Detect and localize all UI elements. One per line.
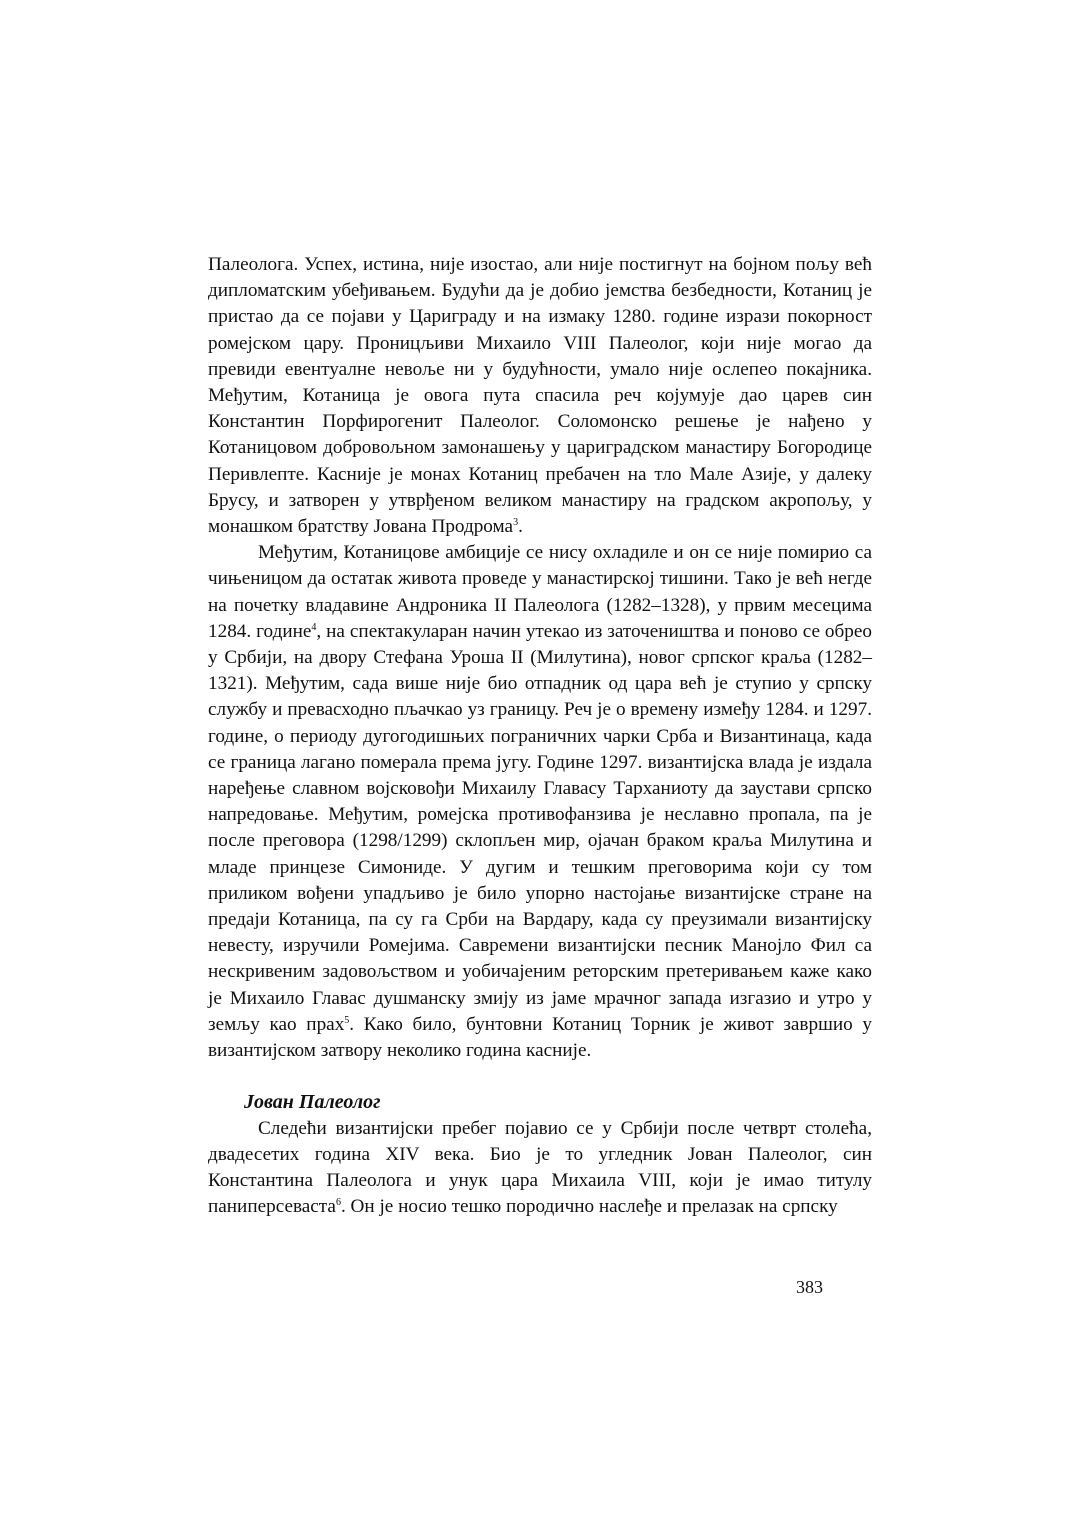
paragraph-3-text-a: Следећи византијски пребег појавио се у Србији после четврт столећа, двадесетих година XIV века. Био је то угледник Јован Палеолог, син Константина Палеолога и унук цара Михаила VIII, који је имао титулу паниперсеваста [208, 1117, 872, 1218]
paragraph-2-text-b: , на спектакуларан начин утекао из заточеништва и поново се обрео у Србији, на двору Стефана Уроша II (Милутина), новог српског краља (1282–1321). Међутим, сада више није био отпадник од цара већ је ступио у српску службу и превасходно пљачкао уз границу. Реч је о времену између 1284. и 1297. године, о периоду дугогодишњих пограничних чарки Срба и Византинаца, када се граница лагано померала према југу. Године 1297. византијска влада је издала наређење славном војсковођи Михаилу Главасу Тарханиоту да заустави српско напредовање. Међутим, ромејска противофанзива је неславно пропала, па је после преговора (1298/1299) склопљен мир, ојачан браком краља Милутина и младе принцезе Симониде. У дугим и тешким преговорима који су том приликом вођени упадљиво је било упорно настојање византијске стране на предаји Котаница, па су га Срби на Вардару, када су преузимали византијску невесту, изручили Ромејима. Савремени византијски песник Манојло Фил са нескривеним задовољством и уобичајеним реторским претеривањем каже како је Михаило Главас душманску змију из јаме мрачног запада изгазио и утро у земљу као прах [208, 620, 872, 1035]
footnote-ref-4: 4 [311, 621, 317, 633]
paragraph-1 [208, 252, 872, 540]
footnote-ref-6: 6 [335, 1197, 341, 1209]
page-text-block [208, 252, 872, 1220]
paragraph-3-text-b: . Он је носио тешко породично наслеђе и прелазак на српску [340, 1196, 838, 1218]
paragraph-1-text: Палеолога. Успех, истина, није изостао, али није постигнут на бојном пољу већ дипломатским убеђивањем. Будући да је добио јемства безбедности, Котаниц је пристао да се појави у Цариграду и на измаку 1280. године изрази покорност ромејском цару. Проницљиви Михаило VIII Палеолог, који није могао да превиди евентуалне невоље ни у будућности, умало није ослепео покајника. Међутим, Котаница је овога пута спасила реч којумује дао царев син Константин Порфирогенит Палеолог. Соломонско решење је нађено у Котаницовом добровољном замонашењу у цариградском манастиру Богородице Перивлепте. Касније је монах Котаниц пребачен на тло Мале Азије, у далеку Брусу, и затворен у утврђеном великом манастиру на градском акропољу, у монашком братству Јована Продрома [208, 254, 872, 538]
paragraph-2-text-a: Међутим, Котаницове амбиције се нису охладиле и он се није помирио са чињеницом да остатак живота проведе у манастирској тишини. Тако је већ негде на почетку владавине Андроника II Палеолога (1282–1328), у првим месецима 1284. године [208, 542, 872, 642]
paragraph-2-text-c: . Како било, бунтовни Котаниц Торник је живот завршио у византијском затвору неколико година касније. [208, 1013, 872, 1062]
section-heading: Јован Палеолог [244, 1091, 381, 1114]
footnote-ref-5: 5 [344, 1014, 350, 1026]
paragraph-3 [208, 1116, 872, 1221]
paragraph-2 [208, 540, 872, 1064]
paragraph-1-text-end: . [518, 516, 523, 538]
page-number: 383 [796, 1277, 823, 1297]
footnote-ref-3: 3 [513, 517, 519, 529]
